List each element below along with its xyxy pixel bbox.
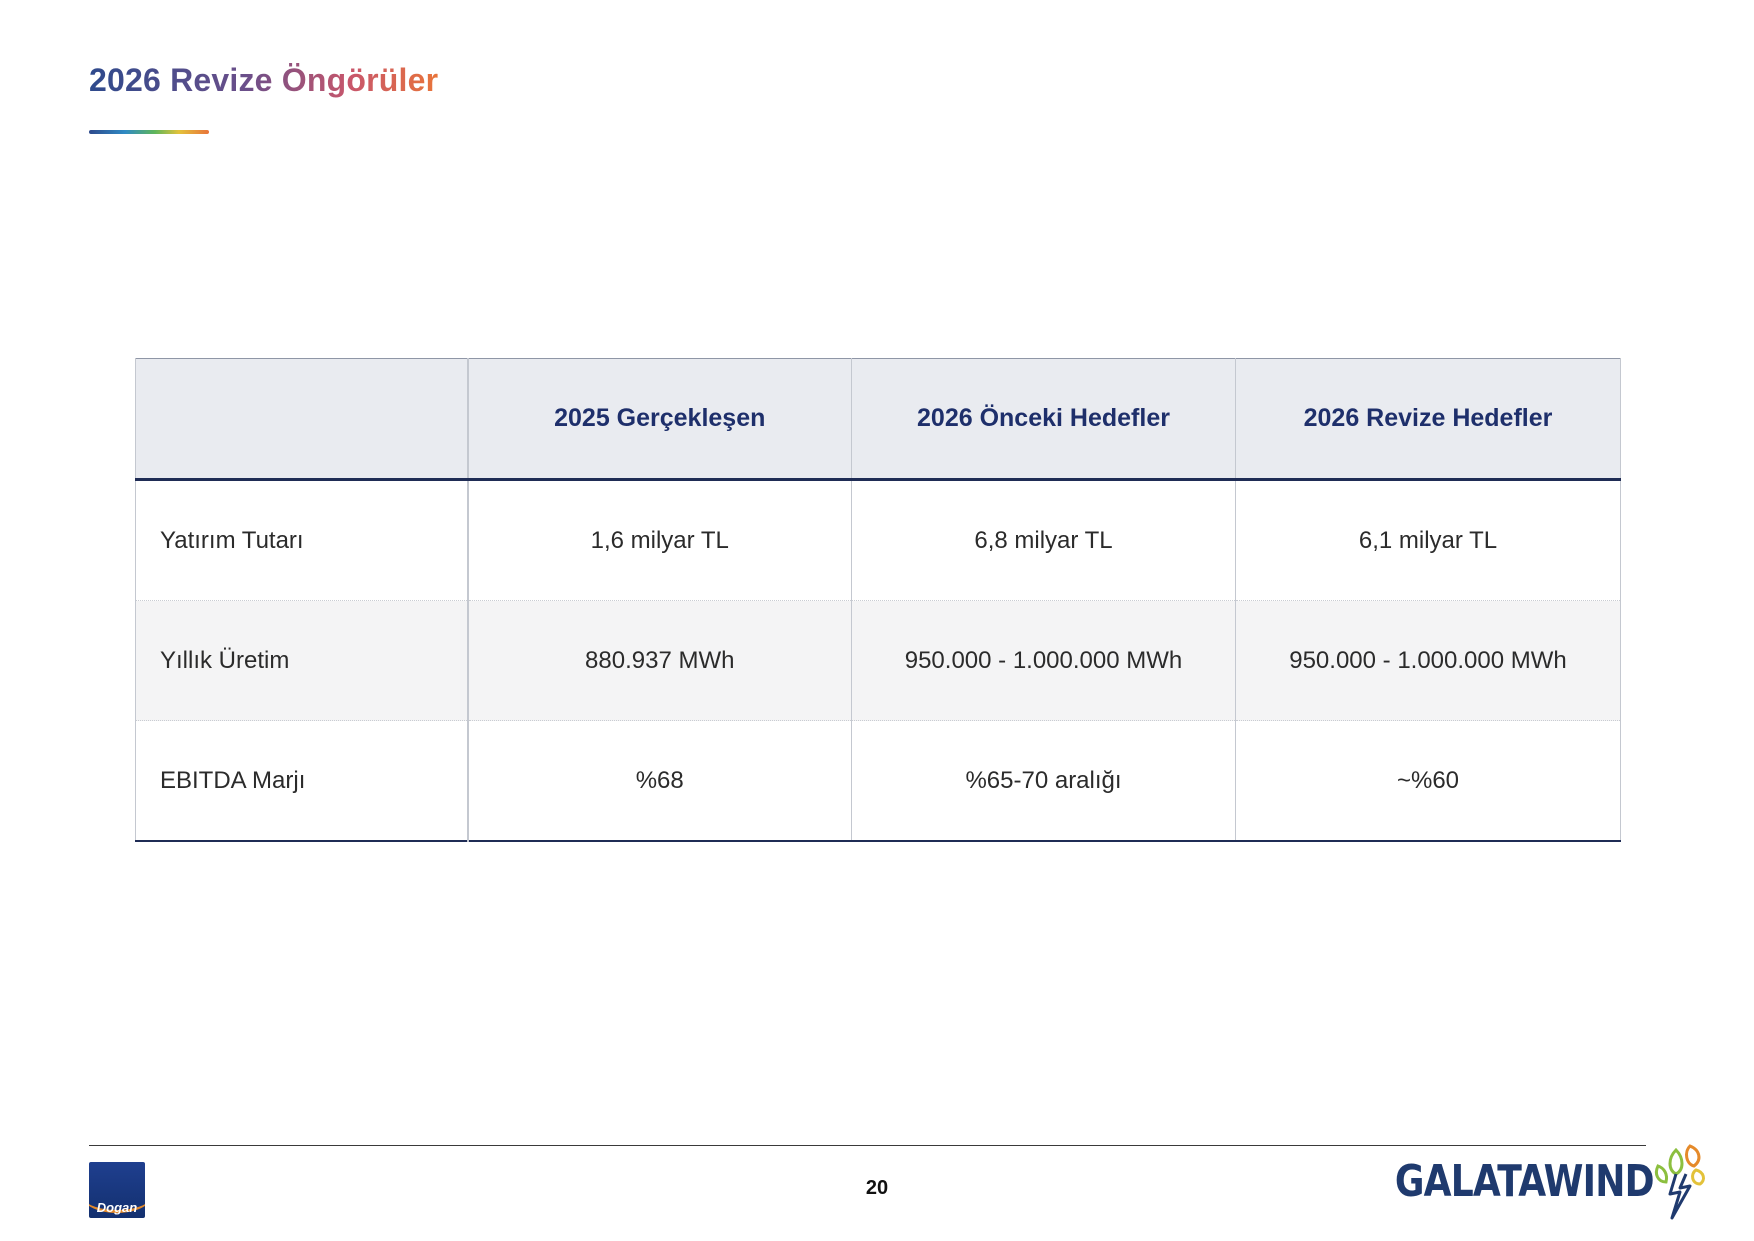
table-header-row — [136, 359, 1621, 480]
leaf-lightning-icon — [1646, 1140, 1712, 1222]
header-cell-empty — [136, 359, 468, 480]
table-cell: ~%60 — [1236, 721, 1621, 842]
dogan-logo-text: Dogan — [96, 1200, 138, 1215]
title-underline — [89, 130, 209, 134]
table-cell: 1,6 milyar TL — [468, 480, 852, 601]
table-row — [136, 601, 1621, 721]
header-cell-2025-actual: 2025 Gerçekleşen — [468, 359, 852, 480]
table-cell: %68 — [468, 721, 852, 842]
table-cell: 880.937 MWh — [468, 601, 852, 721]
forecast-table — [135, 358, 1621, 842]
forecast-table-container — [135, 358, 1620, 842]
header-cell-2026-revised: 2026 Revize Hedefler — [1236, 359, 1621, 480]
page-title: 2026 Revize Öngörüler — [89, 62, 439, 98]
header-cell-2026-previous: 2026 Önceki Hedefler — [852, 359, 1236, 480]
table-cell: 6,1 milyar TL — [1236, 480, 1621, 601]
galatawind-logo-text: GALATAWIND — [1395, 1155, 1654, 1207]
row-label: EBITDA Marjı — [136, 721, 468, 842]
table-cell: 6,8 milyar TL — [852, 480, 1236, 601]
table-row — [136, 480, 1621, 601]
row-label: Yatırım Tutarı — [136, 480, 468, 601]
galatawind-logo — [1338, 1140, 1712, 1222]
table-row — [136, 721, 1621, 842]
page-number: 20 — [865, 1177, 889, 1199]
table-cell: 950.000 - 1.000.000 MWh — [852, 601, 1236, 721]
table-cell: %65-70 aralığı — [852, 721, 1236, 842]
row-label: Yıllık Üretim — [136, 601, 468, 721]
table-cell: 950.000 - 1.000.000 MWh — [1236, 601, 1621, 721]
